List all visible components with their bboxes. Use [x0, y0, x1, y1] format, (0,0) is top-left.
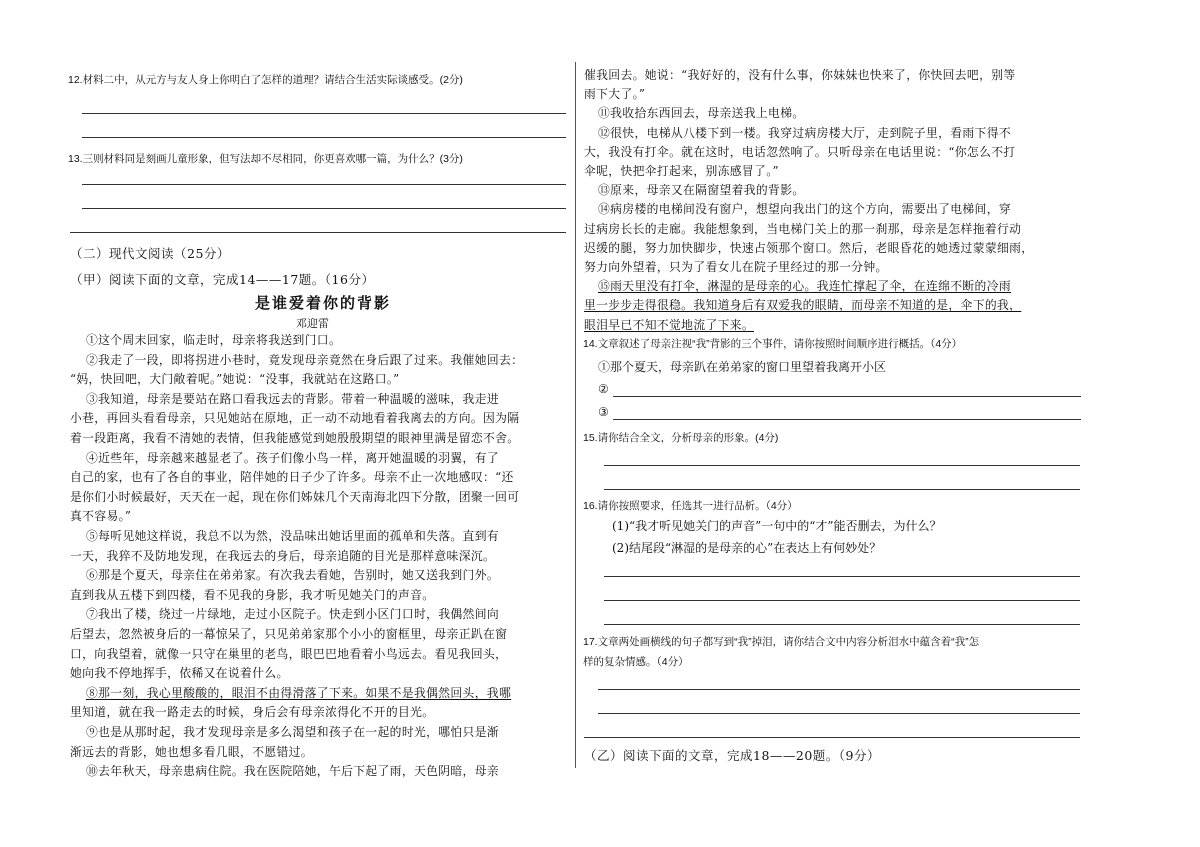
section-heading: （二）现代文阅读（25分）: [70, 246, 230, 261]
answer-line[interactable]: [82, 137, 566, 138]
question-12: 12.材料二中，从元方与友人身上你明白了怎样的道理？请结合生活实际谈感受。(2分): [68, 74, 463, 86]
question-17-line-2: 样的复杂情感。（4分）: [583, 656, 689, 668]
article-line: ②我走了一段，即将拐进小巷时，竟发现母亲竟然在身后跟了过来。我催她回去：: [86, 352, 524, 367]
article-line: ⑮雨天里没有打伞，淋湿的是母亲的心。我连忙撑起了伞，在连绵不断的冷雨: [598, 279, 1011, 294]
part-yi-instruction: （乙）阅读下面的文章，完成18——20题。（9分）: [584, 748, 881, 763]
article-line: 一天，我猝不及防地发现，在我远去的身后，母亲追随的目光是那样意味深沉。: [70, 548, 496, 563]
answer-line[interactable]: [604, 624, 1080, 625]
question-14: 14.文章叙述了母亲注视“我”背影的三个事件，请你按照时间顺序进行概括。（4分）: [583, 338, 963, 350]
answer-line[interactable]: [604, 600, 1080, 601]
article-line: ⑧那一刻，我心里酸酸的，眼泪不由得滑落了下来。如果不是我偶然回头，我哪: [86, 685, 512, 700]
article-line: 眼泪早已不知不觉地流了下来。: [584, 317, 755, 332]
article-line: 后望去，忽然被身后的一幕惊呆了，只见弟弟家那个小小的窗框里，母亲正趴在窗: [70, 627, 508, 641]
answer-line[interactable]: [598, 713, 1080, 714]
answer-line[interactable]: [584, 737, 1080, 738]
article-line: ③我知道，母亲是要站在路口看我远去的背影。带着一种温暖的滋味，我走进: [86, 391, 499, 406]
article-line: 里一步步走得很稳。我知道身后有双爱我的眼睛，而母亲不知道的是，伞下的我，: [584, 298, 1022, 313]
article-line: 里知道，就在我一路走去的时候，身后会有母亲浓得化不开的目光。: [70, 705, 435, 720]
answer-line[interactable]: [82, 184, 566, 185]
article-line: 自己的家，也有了各自的事业，陪伴她的日子少了许多。母亲不止一次地感叹：“还: [70, 470, 514, 485]
article-line: 迟缓的腿，努力加快脚步，快速占领那个窗口。然后，老眼昏花的她透过蒙蒙细雨，: [584, 240, 1034, 255]
article-line: 直到我从五楼下到四楼，看不见我的身影，我才听见她关门的声音。: [70, 587, 435, 602]
answer-line[interactable]: [604, 465, 1080, 466]
article-line: ⑨也是从那时起，我才发现母亲是多么渴望和孩子在一起的时光，哪怕只是渐: [86, 725, 499, 739]
article-line: 过病房长长的走廊。我能想象到，当电梯门关上的那一刹那，母亲是怎样拖着行动: [584, 221, 1022, 236]
answer-line[interactable]: [604, 489, 1080, 490]
article-line: ⑩去年秋天，母亲患病住院。我在医院陪她，午后下起了雨，天色阴暗，母亲: [86, 764, 499, 779]
question-17-line-1: 17.文章两处画横线的句子都写到“我”掉泪，请你结合文中内容分析泪水中蕴含着“我”怎: [583, 636, 980, 648]
article-line: ⑥那是个夏天，母亲住在弟弟家。有次我去看她，告别时，她又送我到门外。: [86, 568, 499, 583]
article-author: 邓迎雷: [296, 317, 329, 330]
article-line: 是你们小时候最好，天天在一起，现在你们姊妹几个天南海北四下分散，团聚一回可: [70, 489, 520, 504]
question-14-answer-2-label: ②: [598, 382, 609, 396]
article-line: 她向我不停地挥手，依稀又在说着什么。: [70, 666, 289, 681]
article-line: ⑬原来，母亲又在隔窗望着我的背影。: [598, 183, 805, 198]
article-line: 口，向我望着，就像一只守在巢里的老鸟，眼巴巴地看着小鸟远去。看见我回头，: [70, 646, 508, 661]
question-15: 15.请你结合全文，分析母亲的形象。(4分): [583, 432, 779, 444]
article-line: 着一段距离，我看不清她的表情，但我能感觉到她殷殷期望的眼神里满是留恋不舍。: [70, 431, 520, 445]
question-16-option-1: (1)“我才听见她关门的声音”一句中的“才”能否删去，为什么？: [612, 519, 942, 533]
answer-line[interactable]: [598, 689, 1080, 690]
article-line: 伞呢，快把伞打起来，别冻感冒了。”: [584, 164, 779, 178]
article-line: ④近些年，母亲越来越显老了。孩子们像小鸟一样，离开她温暖的羽翼，有了: [86, 450, 499, 465]
part-jia-instruction: （甲）阅读下面的文章，完成14——17题。（16分）: [70, 272, 375, 287]
answer-line[interactable]: [82, 113, 566, 114]
article-line: “妈，快回吧，大门敞着呢。”她说：“没事，我就站在这路口。”: [70, 372, 400, 387]
article-line: 雨下大了。”: [584, 87, 646, 102]
article-line: ①这个周末回家，临走时，母亲将我送到门口。: [86, 333, 342, 347]
article-line: ⑦我出了楼，绕过一片绿地，走过小区院子。快走到小区门口时，我偶然间向: [86, 607, 499, 622]
question-13: 13.三则材料同是刻画儿童形象，但写法却不尽相同，你更喜欢哪一篇，为什么？(3分): [68, 153, 463, 165]
answer-line[interactable]: [604, 576, 1080, 577]
answer-line[interactable]: [82, 208, 566, 209]
article-line: 真不容易。”: [70, 509, 132, 524]
article-line: 大，我没有打伞。就在这时，电话忽然响了。只听母亲在电话里说：“你怎么不打: [584, 144, 1016, 159]
article-line: 催我回去。她说：“我好好的，没有什么事，你妹妹也快来了，你快回去吧，别等: [584, 68, 1016, 82]
article-line: ⑤每听见她这样说，我总不以为然，没品味出她话里面的孤单和失落。直到有: [86, 529, 499, 543]
article-line: ⑭病房楼的电梯间没有窗户，想望向我出门的这个方向，需要出了电梯间，穿: [598, 202, 1011, 217]
question-14-answer-1: ①那个夏天，母亲趴在弟弟家的窗口里望着我离开小区: [598, 360, 887, 374]
answer-line[interactable]: [70, 232, 566, 233]
article-title: 是谁爱着你的背影: [255, 294, 392, 312]
article-line: ⑪我收拾东西回去，母亲送我上电梯。: [598, 106, 805, 121]
question-16: 16.请你按照要求，任选其一进行品析。（4分）: [583, 500, 798, 512]
question-16-option-2: (2)结尾段“淋湿的是母亲的心”在表达上有何妙处？: [612, 541, 882, 555]
article-line: ⑫很快，电梯从八楼下到一楼。我穿过病房楼大厅，走到院子里，看雨下得不: [598, 125, 1011, 140]
article-line: 努力向外望着，只为了看女儿在院子里经过的那一分钟。: [584, 260, 888, 274]
column-divider: [575, 62, 576, 768]
article-line: 小巷，再回头看看母亲，只见她站在原地，正一动不动地看着我离去的方向。因为隔: [70, 411, 520, 426]
answer-line[interactable]: [613, 419, 1081, 420]
question-14-answer-3-label: ③: [598, 405, 609, 419]
article-line: 渐远去的背影，她也想多看几眼，不愿错过。: [70, 744, 313, 759]
answer-line[interactable]: [613, 396, 1081, 397]
